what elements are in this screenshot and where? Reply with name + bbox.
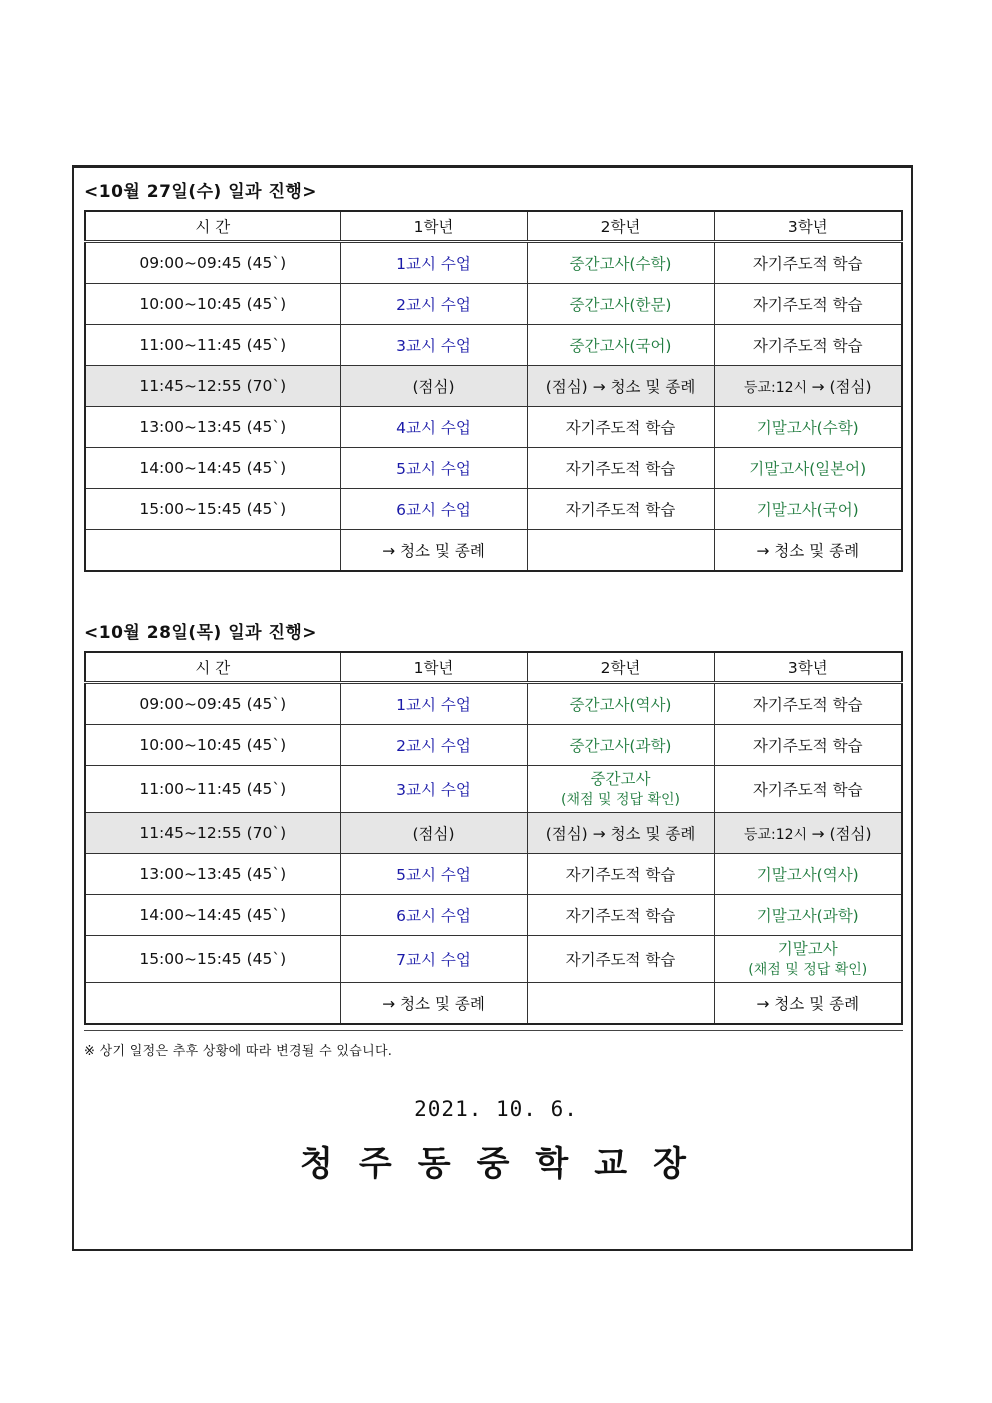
grade3-exam-subnote: (채점 및 정답 확인) [748, 962, 868, 978]
grade2-exam-label: 중간고사 [590, 770, 651, 788]
table-row [85, 895, 902, 936]
grade1-cell: 6교시 수업 [340, 895, 527, 936]
time-cell: 09:00~09:45 (45`) [85, 242, 340, 284]
grade2-cell: 중간고사(역사) [527, 683, 714, 725]
grade1-cell: 1교시 수업 [340, 683, 527, 725]
lunch-row [85, 366, 902, 407]
grade3-cell: → 청소 및 종례 [714, 983, 902, 1025]
header-grade1: 1학년 [340, 211, 527, 242]
header-grade2: 2학년 [527, 211, 714, 242]
grade3-cell [714, 366, 902, 407]
table-header-row [85, 652, 902, 683]
header-grade2: 2학년 [527, 652, 714, 683]
grade2-cell: 자기주도적 학습 [527, 854, 714, 895]
table-header-row [85, 211, 902, 242]
grade1-cell: → 청소 및 종례 [340, 530, 527, 572]
table-row [85, 489, 902, 530]
time-cell: 09:00~09:45 (45`) [85, 683, 340, 725]
arrival-time-label: 등교:12시 [743, 827, 812, 843]
grade1-cell: → 청소 및 종례 [340, 983, 527, 1025]
grade3-cell: 기말고사(과학) [714, 895, 902, 936]
grade1-cell: 5교시 수업 [340, 448, 527, 489]
section-title-oct28: <10월 28일(목) 일과 진행> [84, 623, 318, 643]
grade2-cell: 중간고사(과학) [527, 725, 714, 766]
arrival-time-label: 등교:12시 [743, 380, 812, 396]
schedule-table-oct28 [84, 651, 903, 1025]
header-time: 시 간 [85, 652, 340, 683]
grade1-cell: 2교시 수업 [340, 725, 527, 766]
grade2-cell: 자기주도적 학습 [527, 407, 714, 448]
grade3-cell: 자기주도적 학습 [714, 242, 902, 284]
grade1-cell: 5교시 수업 [340, 854, 527, 895]
table-row [85, 242, 902, 284]
grade2-cell: 자기주도적 학습 [527, 895, 714, 936]
grade1-cell: (점심) [340, 366, 527, 407]
header-time: 시 간 [85, 211, 340, 242]
grade2-cell: (점심) → 청소 및 종례 [527, 813, 714, 854]
grade3-cell: 기말고사(일본어) [714, 448, 902, 489]
grade2-exam-subnote: (채점 및 정답 확인) [561, 792, 680, 808]
grade1-cell: (점심) [340, 813, 527, 854]
table-row [85, 936, 902, 983]
grade3-cell: 자기주도적 학습 [714, 284, 902, 325]
document-date: 2021. 10. 6. [414, 1097, 578, 1121]
table-row [85, 325, 902, 366]
grade1-cell: 3교시 수업 [340, 325, 527, 366]
grade2-cell: 자기주도적 학습 [527, 489, 714, 530]
grade3-cell: 자기주도적 학습 [714, 766, 902, 813]
grade2-cell [527, 530, 714, 572]
grade2-cell [527, 983, 714, 1025]
table-row [85, 530, 902, 572]
grade3-lunch-text: → (점심) [811, 825, 872, 843]
grade2-cell: 자기주도적 학습 [527, 448, 714, 489]
grade3-cell: 자기주도적 학습 [714, 725, 902, 766]
time-cell: 13:00~13:45 (45`) [85, 854, 340, 895]
time-cell [85, 983, 340, 1025]
grade3-cell: → 청소 및 종례 [714, 530, 902, 572]
grade1-cell: 6교시 수업 [340, 489, 527, 530]
grade2-cell: 중간고사(한문) [527, 284, 714, 325]
grade2-cell [527, 766, 714, 813]
grade3-cell: 기말고사(역사) [714, 854, 902, 895]
grade2-cell: 중간고사(국어) [527, 325, 714, 366]
schedule-table-oct27 [84, 210, 903, 572]
table-row [85, 854, 902, 895]
grade1-cell: 3교시 수업 [340, 766, 527, 813]
grade3-cell: 자기주도적 학습 [714, 325, 902, 366]
grade3-cell [714, 936, 902, 983]
table-row [85, 284, 902, 325]
grade2-cell: 중간고사(수학) [527, 242, 714, 284]
time-cell: 15:00~15:45 (45`) [85, 489, 340, 530]
time-cell: 14:00~14:45 (45`) [85, 448, 340, 489]
header-grade1: 1학년 [340, 652, 527, 683]
grade3-cell: 자기주도적 학습 [714, 683, 902, 725]
table-row [85, 725, 902, 766]
time-cell: 14:00~14:45 (45`) [85, 895, 340, 936]
grade3-cell: 기말고사(국어) [714, 489, 902, 530]
table-row [85, 683, 902, 725]
note-divider [84, 1030, 903, 1031]
header-grade3: 3학년 [714, 211, 902, 242]
principal-signature: 청주동중학교장 [300, 1144, 712, 1184]
header-grade3: 3학년 [714, 652, 902, 683]
table-row [85, 766, 902, 813]
time-cell: 10:00~10:45 (45`) [85, 284, 340, 325]
section-title-oct27: <10월 27일(수) 일과 진행> [84, 182, 318, 202]
table-row [85, 448, 902, 489]
grade2-cell: (점심) → 청소 및 종례 [527, 366, 714, 407]
time-cell: 15:00~15:45 (45`) [85, 936, 340, 983]
time-cell: 11:00~11:45 (45`) [85, 325, 340, 366]
grade1-cell: 7교시 수업 [340, 936, 527, 983]
time-cell: 11:45~12:55 (70`) [85, 813, 340, 854]
grade1-cell: 2교시 수업 [340, 284, 527, 325]
grade3-lunch-text: → (점심) [811, 378, 872, 396]
grade3-cell [714, 813, 902, 854]
grade2-cell: 자기주도적 학습 [527, 936, 714, 983]
time-cell [85, 530, 340, 572]
grade3-cell: 기말고사(수학) [714, 407, 902, 448]
grade1-cell: 1교시 수업 [340, 242, 527, 284]
table-row [85, 983, 902, 1025]
schedule-change-note: ※ 상기 일정은 추후 상황에 따라 변경될 수 있습니다. [84, 1044, 393, 1059]
time-cell: 11:00~11:45 (45`) [85, 766, 340, 813]
table-row [85, 407, 902, 448]
time-cell: 10:00~10:45 (45`) [85, 725, 340, 766]
lunch-row [85, 813, 902, 854]
time-cell: 13:00~13:45 (45`) [85, 407, 340, 448]
grade3-exam-label: 기말고사 [777, 940, 838, 958]
grade1-cell: 4교시 수업 [340, 407, 527, 448]
time-cell: 11:45~12:55 (70`) [85, 366, 340, 407]
